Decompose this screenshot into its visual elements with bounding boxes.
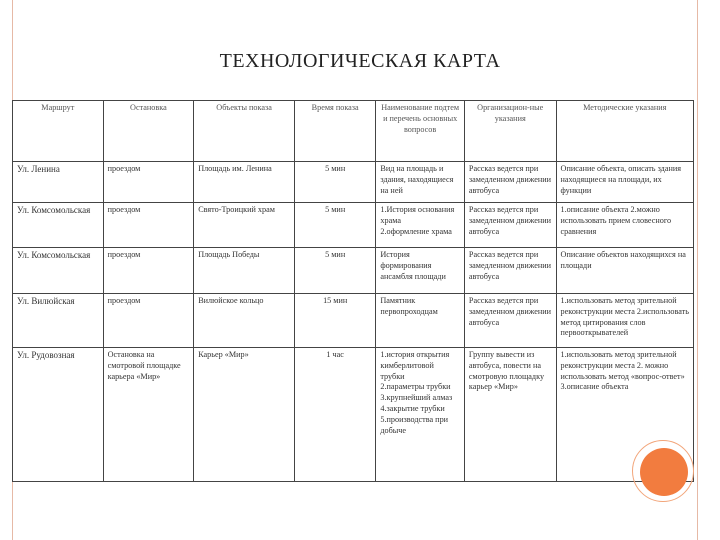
slide-border-right: [697, 0, 698, 540]
cell-objects: Карьер «Мир»: [194, 348, 295, 482]
cell-route: Ул. Ленина: [13, 162, 104, 203]
cell-stop: Остановка на смотровой площадке карьера «Мир»: [103, 348, 194, 482]
topic-line: 5.производства при добыче: [380, 414, 449, 435]
cell-topics: [376, 348, 465, 482]
cell-org: Группу вывести из автобуса, повести на смотровую площадку карьер «Мир»: [464, 348, 556, 482]
cell-org: Рассказ ведется при замедленном движении автобуса: [464, 248, 556, 294]
header-stop: Остановка: [103, 101, 194, 162]
method-line: 3.описание объекта: [560, 382, 629, 392]
table-row: [13, 162, 694, 203]
table-row: [13, 248, 694, 294]
method-line: 1.использовать метод зрительной реконструкции места 2.использовать метод цитирования слов первооткрывателей: [560, 296, 689, 338]
method-line: Описание объекта, описать здания находящиеся на площади, их функции: [560, 164, 682, 195]
route-table: [12, 100, 694, 482]
header-objects: Объекты показа: [194, 101, 295, 162]
cell-time: 15 мин: [294, 294, 375, 348]
cell-time: 5 мин: [294, 203, 375, 248]
topic-line: 1.История основания храма: [380, 205, 455, 225]
header-time: Время показа: [294, 101, 375, 162]
method-line: 1.использовать метод зрительной реконструкции места 2. можно использовать метод «вопрос-ответ»: [560, 350, 685, 381]
cell-org: Рассказ ведется при замедленном движении автобуса: [464, 294, 556, 348]
topic-line: 4.закрытие трубки: [380, 404, 445, 414]
cell-route: Ул. Вилюйская: [13, 294, 104, 348]
cell-time: 5 мин: [294, 248, 375, 294]
cell-method: [556, 248, 693, 294]
cell-method: [556, 162, 693, 203]
method-line: 1.описание объекта 2.можно использовать прием словесного сравнения: [560, 205, 672, 236]
cell-stop: проездом: [103, 294, 194, 348]
method-line: Описание объектов находящихся на площади: [560, 250, 686, 270]
cell-time: 5 мин: [294, 162, 375, 203]
table-row: [13, 348, 694, 482]
cell-stop: проездом: [103, 248, 194, 294]
header-org: Организацион-ные указания: [464, 101, 556, 162]
decorative-orange-circle: [640, 448, 688, 496]
cell-topics: [376, 248, 465, 294]
topic-line: Памятник первопроходцам: [380, 296, 438, 316]
cell-route: Ул. Комсомольская: [13, 203, 104, 248]
table-row: [13, 294, 694, 348]
topic-line: 2.оформление храма: [380, 226, 452, 236]
page-title: ТЕХНОЛОГИЧЕСКАЯ КАРТА: [219, 50, 501, 72]
cell-time: 1 час: [294, 348, 375, 482]
cell-objects: Площадь им. Ленина: [194, 162, 295, 203]
cell-org: Рассказ ведется при замедленном движении автобуса: [464, 162, 556, 203]
cell-stop: проездом: [103, 162, 194, 203]
cell-objects: Свято-Троицкий храм: [194, 203, 295, 248]
cell-topics: [376, 203, 465, 248]
header-route: Маршрут: [13, 101, 104, 162]
cell-org: Рассказ ведется при замедленном движении автобуса: [464, 203, 556, 248]
topic-line: Вид на площадь и здания, находящиеся на ней: [380, 164, 454, 195]
topic-line: 3.крупнейший алмаз: [380, 393, 453, 403]
topic-line: 2.параметры трубки: [380, 382, 451, 392]
cell-stop: проездом: [103, 203, 194, 248]
cell-topics: [376, 294, 465, 348]
cell-topics: [376, 162, 465, 203]
cell-objects: Вилюйское кольцо: [194, 294, 295, 348]
cell-route: Ул. Рудовозная: [13, 348, 104, 482]
topic-line: 1.история открытия кимберлитовой трубки: [380, 350, 450, 381]
header-topics: Наименование подтем и перечень основных вопросов: [376, 101, 465, 162]
topic-line: История формирования ансамбля площади: [380, 250, 446, 281]
table-row: [13, 203, 694, 248]
header-method: Методические указания: [556, 101, 693, 162]
cell-method: [556, 294, 693, 348]
cell-objects: Площадь Победы: [194, 248, 295, 294]
cell-route: Ул. Комсомольская: [13, 248, 104, 294]
cell-method: [556, 203, 693, 248]
table-header-row: [13, 101, 694, 162]
